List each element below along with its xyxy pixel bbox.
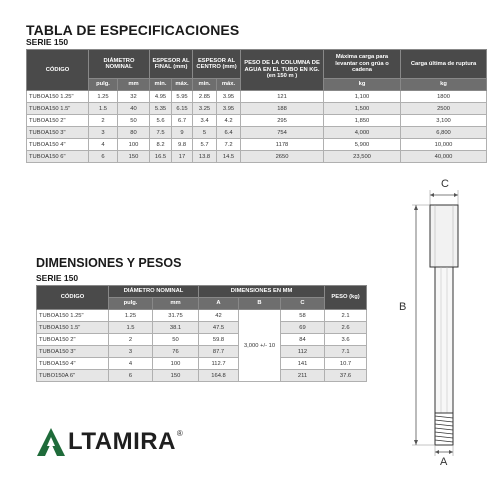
spec-cell-code: TUBOA150 1.5" — [27, 103, 89, 115]
spec-sub-min2: min. — [193, 79, 217, 91]
spec-cell: 3.25 — [193, 103, 217, 115]
dims-cell: 112.7 — [199, 358, 239, 370]
spec-cell: 23,500 — [324, 151, 401, 163]
spec-cell: 5 — [193, 127, 217, 139]
logo-text: LTAMIRA — [68, 428, 176, 455]
spec-cell: 150 — [118, 151, 150, 163]
spec-cell: 2650 — [241, 151, 324, 163]
spec-cell: 32 — [118, 91, 150, 103]
spec-cell: 5,900 — [324, 139, 401, 151]
spec-header-carga-levantar: Máxima carga para levantar con grúa o cadena — [324, 50, 401, 79]
dims-sub-a: A — [199, 298, 239, 310]
dims-cell: 164.8 — [199, 370, 239, 382]
dims-header-codigo: CÓDIGO — [37, 286, 109, 310]
spec-cell-code: TUBOA150 6" — [27, 151, 89, 163]
diagram-label-c: C — [441, 178, 449, 190]
spec-cell: 6.7 — [172, 115, 193, 127]
spec-cell: 40 — [118, 103, 150, 115]
spec-cell: 1,100 — [324, 91, 401, 103]
dims-cell: 150 — [153, 370, 199, 382]
dims-cell: 1.25 — [109, 310, 153, 322]
spec-cell: 3.95 — [217, 103, 241, 115]
dims-cell: 3.6 — [325, 334, 367, 346]
spec-sub-kg1: kg — [324, 79, 401, 91]
spec-cell: 50 — [118, 115, 150, 127]
dims-cell-b-merged: 3,000 +/- 10 — [239, 310, 281, 382]
dims-row — [37, 334, 367, 346]
dims-cell: 2.1 — [325, 310, 367, 322]
dims-row — [37, 358, 367, 370]
dims-sub-pulg: pulg. — [109, 298, 153, 310]
dims-table — [36, 285, 367, 382]
spec-cell: 7.5 — [150, 127, 172, 139]
spec-cell: 3.4 — [193, 115, 217, 127]
spec-cell: 3,100 — [401, 115, 487, 127]
dims-cell: 50 — [153, 334, 199, 346]
dims-cell: 211 — [281, 370, 325, 382]
spec-cell: 4.2 — [217, 115, 241, 127]
dims-header-peso: PESO (kg) — [325, 286, 367, 310]
spec-cell: 16.5 — [150, 151, 172, 163]
dims-sub-mm: mm — [153, 298, 199, 310]
spec-row — [27, 103, 487, 115]
spec-cell: 4 — [89, 139, 118, 151]
dims-cell: 37.6 — [325, 370, 367, 382]
spec-subtitle: SERIE 150 — [26, 37, 69, 47]
spec-cell: 2500 — [401, 103, 487, 115]
spec-sub-max1: máx. — [172, 79, 193, 91]
dims-cell: 100 — [153, 358, 199, 370]
dims-cell: 4 — [109, 358, 153, 370]
dims-cell: 10.7 — [325, 358, 367, 370]
spec-cell-code: TUBOA150 4" — [27, 139, 89, 151]
dims-header-diametro: DIÁMETRO NOMINAL — [109, 286, 199, 298]
spec-header-espesor-centro: ESPESOR AL CENTRO (mm) — [193, 50, 241, 79]
dims-cell: 58 — [281, 310, 325, 322]
dims-cell: 1.5 — [109, 322, 153, 334]
dims-cell: 59.8 — [199, 334, 239, 346]
dims-header-dimensiones: DIMENSIONES EN MM — [199, 286, 325, 298]
dims-cell: 2.6 — [325, 322, 367, 334]
altamira-logo — [36, 427, 183, 457]
altamira-a-icon — [36, 427, 66, 457]
dims-cell: 47.5 — [199, 322, 239, 334]
spec-header-peso-columna: PESO DE LA COLUMNA DE AGUA EN EL TUBO EN KG. (en 150 m ) — [241, 50, 324, 91]
spec-cell: 188 — [241, 103, 324, 115]
dims-cell-code: TUBOA150 1.5" — [37, 322, 109, 334]
spec-row — [27, 127, 487, 139]
spec-sub-kg2: kg — [401, 79, 487, 91]
spec-cell: 1.25 — [89, 91, 118, 103]
dims-cell: 2 — [109, 334, 153, 346]
spec-cell: 14.5 — [217, 151, 241, 163]
spec-cell: 1.5 — [89, 103, 118, 115]
dims-body — [37, 310, 367, 382]
diagram-label-b: B — [399, 301, 407, 313]
spec-table — [26, 49, 487, 163]
spec-header-espesor-final: ESPESOR AL FINAL (mm) — [150, 50, 193, 79]
spec-cell: 100 — [118, 139, 150, 151]
spec-cell: 6,800 — [401, 127, 487, 139]
spec-cell: 121 — [241, 91, 324, 103]
spec-cell-code: TUBOA150 2" — [27, 115, 89, 127]
spec-header-carga-ruptura: Carga última de ruptura — [401, 50, 487, 79]
spec-row — [27, 115, 487, 127]
dims-sub-c: C — [281, 298, 325, 310]
spec-cell: 3 — [89, 127, 118, 139]
spec-cell: 1800 — [401, 91, 487, 103]
dims-cell-code: TUBOA150 3" — [37, 346, 109, 358]
dims-cell: 31.75 — [153, 310, 199, 322]
spec-cell-code: TUBOA150 1.25" — [27, 91, 89, 103]
spec-cell: 4,000 — [324, 127, 401, 139]
dims-cell: 76 — [153, 346, 199, 358]
spec-cell: 5.95 — [172, 91, 193, 103]
spec-sub-mm: mm — [118, 79, 150, 91]
dims-cell: 7.1 — [325, 346, 367, 358]
dims-cell: 38.1 — [153, 322, 199, 334]
spec-cell: 1178 — [241, 139, 324, 151]
dims-cell: 6 — [109, 370, 153, 382]
spec-cell: 3.95 — [217, 91, 241, 103]
spec-cell: 6.4 — [217, 127, 241, 139]
spec-sub-pulg: pulg. — [89, 79, 118, 91]
dims-cell-code: TUBOA150 2" — [37, 334, 109, 346]
spec-cell: 10,000 — [401, 139, 487, 151]
dims-row — [37, 310, 367, 322]
spec-cell: 6 — [89, 151, 118, 163]
dims-cell: 84 — [281, 334, 325, 346]
spec-row — [27, 151, 487, 163]
dims-cell: 141 — [281, 358, 325, 370]
spec-row — [27, 139, 487, 151]
dims-row — [37, 346, 367, 358]
spec-cell: 2.85 — [193, 91, 217, 103]
dims-cell: 3 — [109, 346, 153, 358]
spec-row — [27, 91, 487, 103]
dims-cell: 42 — [199, 310, 239, 322]
spec-cell: 17 — [172, 151, 193, 163]
spec-cell: 1,850 — [324, 115, 401, 127]
spec-cell: 9 — [172, 127, 193, 139]
spec-cell: 2 — [89, 115, 118, 127]
dims-cell-code: TUBO150A 6" — [37, 370, 109, 382]
dims-subtitle: SERIE 150 — [36, 273, 79, 283]
spec-cell: 1,500 — [324, 103, 401, 115]
spec-cell: 295 — [241, 115, 324, 127]
dims-title: DIMENSIONES Y PESOS — [36, 256, 182, 270]
spec-cell: 13.8 — [193, 151, 217, 163]
spec-cell: 7.2 — [217, 139, 241, 151]
spec-cell: 80 — [118, 127, 150, 139]
spec-cell: 5.35 — [150, 103, 172, 115]
dims-row — [37, 370, 367, 382]
spec-body — [27, 91, 487, 163]
spec-cell-code: TUBOA150 3" — [27, 127, 89, 139]
spec-title: TABLA DE ESPECIFICACIONES — [26, 22, 240, 38]
spec-cell: 754 — [241, 127, 324, 139]
diagram-label-a: A — [440, 456, 448, 468]
dims-sub-b: B — [239, 298, 281, 310]
spec-cell: 4.95 — [150, 91, 172, 103]
spec-cell: 6.15 — [172, 103, 193, 115]
pipe-diagram — [388, 180, 488, 475]
dims-cell: 69 — [281, 322, 325, 334]
spec-header-diametro: DIÁMETRO NOMINAL — [89, 50, 150, 79]
spec-cell: 9.8 — [172, 139, 193, 151]
spec-sub-min1: min. — [150, 79, 172, 91]
spec-cell: 40,000 — [401, 151, 487, 163]
dims-cell-code: TUBOA150 1.25" — [37, 310, 109, 322]
pipe-drawing — [388, 180, 488, 475]
spec-cell: 5.6 — [150, 115, 172, 127]
dims-cell: 112 — [281, 346, 325, 358]
dims-cell-code: TUBOA150 4" — [37, 358, 109, 370]
spec-cell: 5.7 — [193, 139, 217, 151]
spec-cell: 8.2 — [150, 139, 172, 151]
spec-header-codigo: CÓDIGO — [27, 50, 89, 91]
dims-row — [37, 322, 367, 334]
dims-cell: 87.7 — [199, 346, 239, 358]
spec-sub-max2: máx. — [217, 79, 241, 91]
registered-mark: ® — [176, 428, 183, 438]
